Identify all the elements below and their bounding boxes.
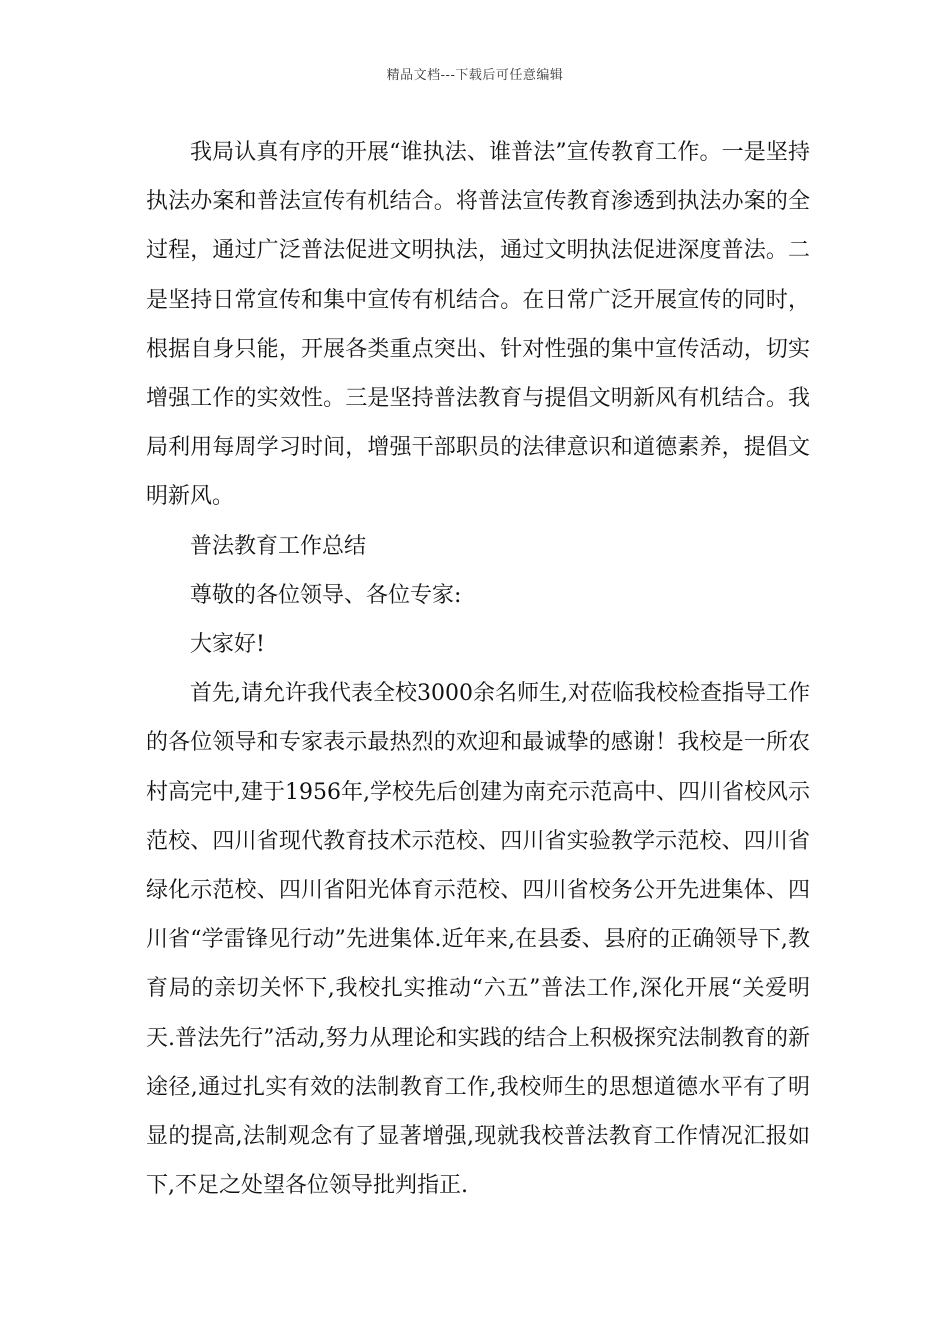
greeting: 大家好! [190,632,265,658]
salutation: 尊敬的各位领导、各位专家: [190,582,462,608]
paragraph-propaganda-work: 我局认真有序的开展“谁执法、谁普法”宣传教育工作。一是坚持执法办案和普法宣传有机结合。将普法宣传教育渗透到执法办案的全过程，通过广泛普法促进文明执法，通过文明执法促进深度普法。二是坚持日常宣传和集中宣传有机结合。在日常广泛开展宣传的同时，根据自身只能，开展各类重点突出、针对性强的集中宣传活动，切实增强工作的实效性。三是坚持普法教育与提倡文明新风有机结合。我局利用每周学习时间，增强干部职员的法律意识和道德素养，提倡文明新风。 [146,140,810,510]
section-title: 普法教育工作总结 [190,533,367,559]
document-body [146,128,810,1210]
paragraph-school-intro: 首先,请允许我代表全校3000余名师生,对莅临我校检查指导工作的各位领导和专家表示最热烈的欢迎和最诚挚的感谢！我校是一所农村高完中,建于1956年,学校先后创建为南充示范高中、四川省校风示范校、四川省现代教育技术示范校、四川省实验教学示范校、四川省绿化示范校、四川省阳光体育示范校、四川省校务公开先进集体、四川省“学雷锋见行动”先进集体.近年来,在县委、县府的正确领导下,教育局的亲切关怀下,我校扎实推动“六五”普法工作,深化开展“关爱明天.普法先行”活动,努力从理论和实践的结合上积极探究法制教育的新途径,通过扎实有效的法制教育工作,我校师生的思想道德水平有了明显的提高,法制观念有了显著增强,现就我校普法教育工作情况汇报如下,不足之处望各位领导批判指正. [146,681,810,1199]
page-header: 精品文档---下载后可任意编辑 [386,68,564,83]
